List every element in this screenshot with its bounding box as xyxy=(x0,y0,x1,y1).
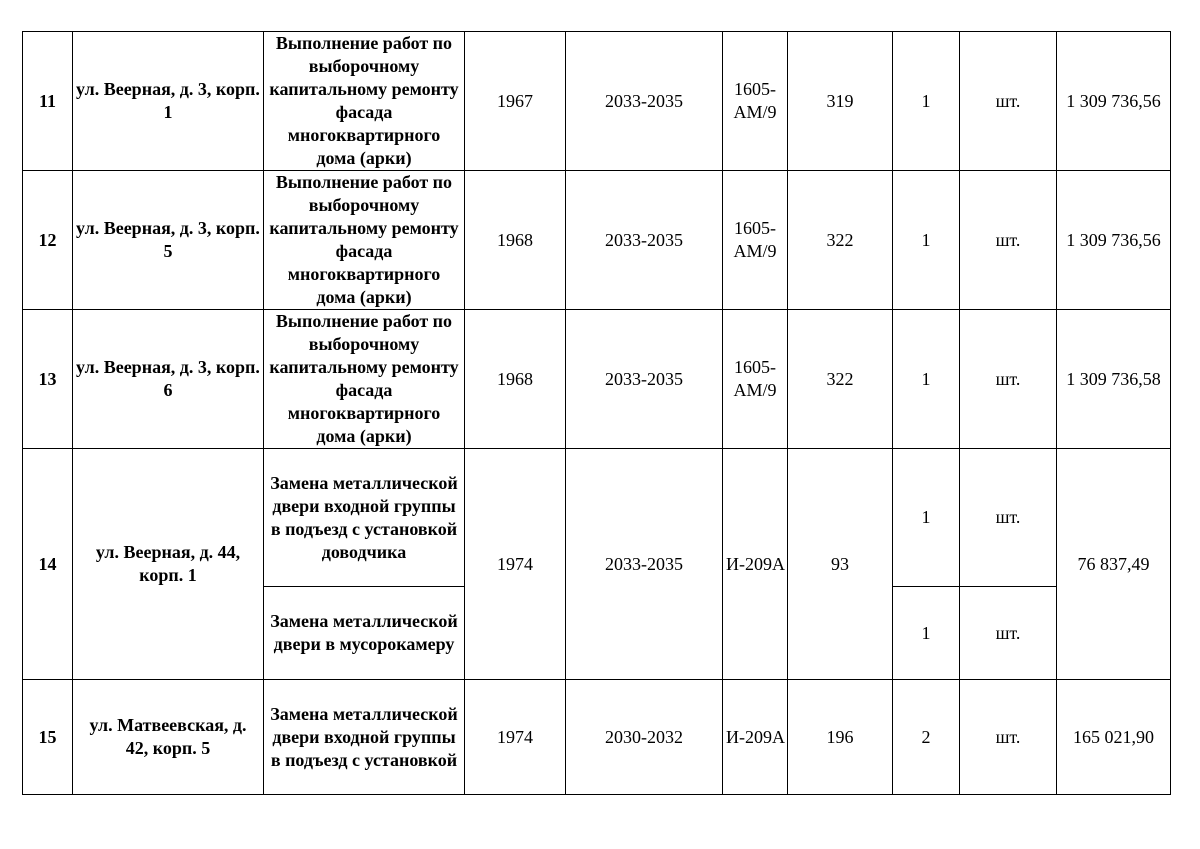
work-description: Замена металлической двери входной группы в подъезд с установкой xyxy=(264,680,465,795)
unit: шт. xyxy=(960,587,1057,680)
build-year: 1967 xyxy=(465,32,566,171)
repair-period: 2033-2035 xyxy=(566,310,723,449)
apartments-count: 322 xyxy=(788,171,893,310)
unit: шт. xyxy=(960,680,1057,795)
work-description: Выполнение работ по выборочному капитальному ремонту фасада многоквартирного дома (арки) xyxy=(264,32,465,171)
apartments-count: 319 xyxy=(788,32,893,171)
quantity: 1 xyxy=(893,449,960,587)
repair-period: 2033-2035 xyxy=(566,449,723,680)
repair-period: 2033-2035 xyxy=(566,32,723,171)
table-row xyxy=(23,680,1171,795)
row-number: 14 xyxy=(23,449,73,680)
row-number: 12 xyxy=(23,171,73,310)
quantity: 1 xyxy=(893,587,960,680)
address-cell: ул. Веерная, д. 3, корп. 5 xyxy=(73,171,264,310)
work-description: Замена металлической двери в мусорокамеру xyxy=(264,587,465,680)
apartments-count: 93 xyxy=(788,449,893,680)
cost: 1 309 736,58 xyxy=(1057,310,1171,449)
cost: 165 021,90 xyxy=(1057,680,1171,795)
table-row xyxy=(23,32,1171,171)
build-year: 1968 xyxy=(465,171,566,310)
quantity: 1 xyxy=(893,32,960,171)
building-series: 1605-АМ/9 xyxy=(723,32,788,171)
unit: шт. xyxy=(960,171,1057,310)
building-series: И-209А xyxy=(723,680,788,795)
unit: шт. xyxy=(960,449,1057,587)
table-row xyxy=(23,171,1171,310)
building-series: 1605-АМ/9 xyxy=(723,310,788,449)
row-number: 15 xyxy=(23,680,73,795)
quantity: 1 xyxy=(893,310,960,449)
work-description: Замена металлической двери входной группы в подъезд с установкой доводчика xyxy=(264,449,465,587)
row-number: 13 xyxy=(23,310,73,449)
repair-schedule-table xyxy=(22,31,1171,795)
unit: шт. xyxy=(960,310,1057,449)
cost: 76 837,49 xyxy=(1057,449,1171,680)
address-cell: ул. Веерная, д. 3, корп. 1 xyxy=(73,32,264,171)
cost: 1 309 736,56 xyxy=(1057,32,1171,171)
build-year: 1974 xyxy=(465,680,566,795)
document-page xyxy=(22,31,1171,795)
unit: шт. xyxy=(960,32,1057,171)
address-cell: ул. Матвеевская, д. 42, корп. 5 xyxy=(73,680,264,795)
apartments-count: 196 xyxy=(788,680,893,795)
work-description: Выполнение работ по выборочному капитальному ремонту фасада многоквартирного дома (арки) xyxy=(264,310,465,449)
apartments-count: 322 xyxy=(788,310,893,449)
address-cell: ул. Веерная, д. 44, корп. 1 xyxy=(73,449,264,680)
work-description: Выполнение работ по выборочному капитальному ремонту фасада многоквартирного дома (арки) xyxy=(264,171,465,310)
building-series: 1605-АМ/9 xyxy=(723,171,788,310)
quantity: 1 xyxy=(893,171,960,310)
table-row xyxy=(23,449,1171,587)
build-year: 1974 xyxy=(465,449,566,680)
cost: 1 309 736,56 xyxy=(1057,171,1171,310)
row-number: 11 xyxy=(23,32,73,171)
table-row xyxy=(23,310,1171,449)
quantity: 2 xyxy=(893,680,960,795)
repair-period: 2030-2032 xyxy=(566,680,723,795)
repair-period: 2033-2035 xyxy=(566,171,723,310)
building-series: И-209А xyxy=(723,449,788,680)
build-year: 1968 xyxy=(465,310,566,449)
address-cell: ул. Веерная, д. 3, корп. 6 xyxy=(73,310,264,449)
